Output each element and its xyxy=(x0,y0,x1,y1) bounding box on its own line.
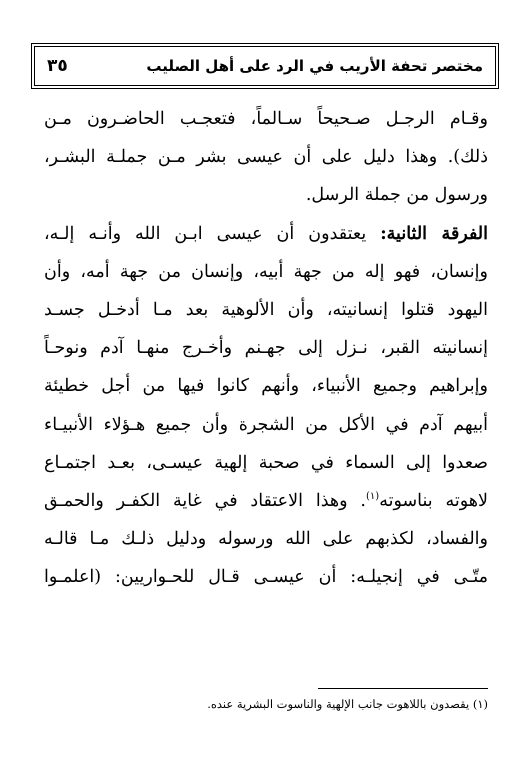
footnote-divider xyxy=(318,688,488,689)
text-line-7: إنسانيته القبر، نـزل إلى جهـنم وأخـرج منهـا آدم ونوحـاً xyxy=(44,338,488,359)
text-line-4 xyxy=(44,215,488,253)
text-line-8: وإبراهيم وجميع الأنبياء، وأنهم كانوا فيها من أجل خطيئة xyxy=(44,376,488,397)
text-line-11-end: . وهذا الاعتقاد في غاية الكفـر والحمـق xyxy=(44,490,366,511)
text-line-13: متّـى في إنجيلـه: أن عيسـى قـال للحـواريين: (اعلمـوا xyxy=(44,567,488,588)
header-title: مختصر تحفة الأريب في الرد على أهل الصليب xyxy=(146,57,483,75)
text-line-1: وقـام الرجـل صـحيحاً سـالماً، فتعجـب الحاضـرون مـن xyxy=(44,109,488,129)
text-line-11 xyxy=(44,482,488,520)
text-line-5: وإنسان، فهو إله من جهة أبيه، وإنسان من جهة أمه، وأن xyxy=(44,261,488,282)
text-line-6: اليهود قتلوا إنسانيته، وأن الألوهية بعد مـا أدخـل جسـد xyxy=(44,299,488,320)
main-text xyxy=(44,100,488,596)
page-number: ٣٥ xyxy=(47,56,68,76)
text-line-9: أبيهم آدم في الأكل من الشجرة وأن جميع هـؤلاء الأنبيـاء xyxy=(44,414,488,435)
text-line-10: صعدوا إلى السماء في صحبة إلهية عيسـى، بعـد اجتمـاع xyxy=(44,452,488,473)
text-line-4-rest: يعتقدون أن عيسى ابـن الله وأنـه إلـه، xyxy=(44,223,381,244)
text-line-2: ذلك). وهذا دليل على أن عيسى بشر مـن جملـة البشـر، xyxy=(44,147,488,168)
text-line-12: والفساد، لكذبهم على الله ورسوله ودليل ذلـك مـا قالـه xyxy=(44,529,488,550)
footnote: (١) يقصدون باللاهوت جانب الإلهية والناسوت البشرية عنده. xyxy=(207,697,488,711)
footnote-reference[interactable]: (١) xyxy=(366,491,380,503)
page-header xyxy=(34,46,496,86)
section-heading: الفرقة الثانية: xyxy=(380,223,488,244)
text-line-11-start: لاهوته بناسوته xyxy=(379,490,488,511)
text-line-3: ورسول من جملة الرسل. xyxy=(305,185,488,206)
